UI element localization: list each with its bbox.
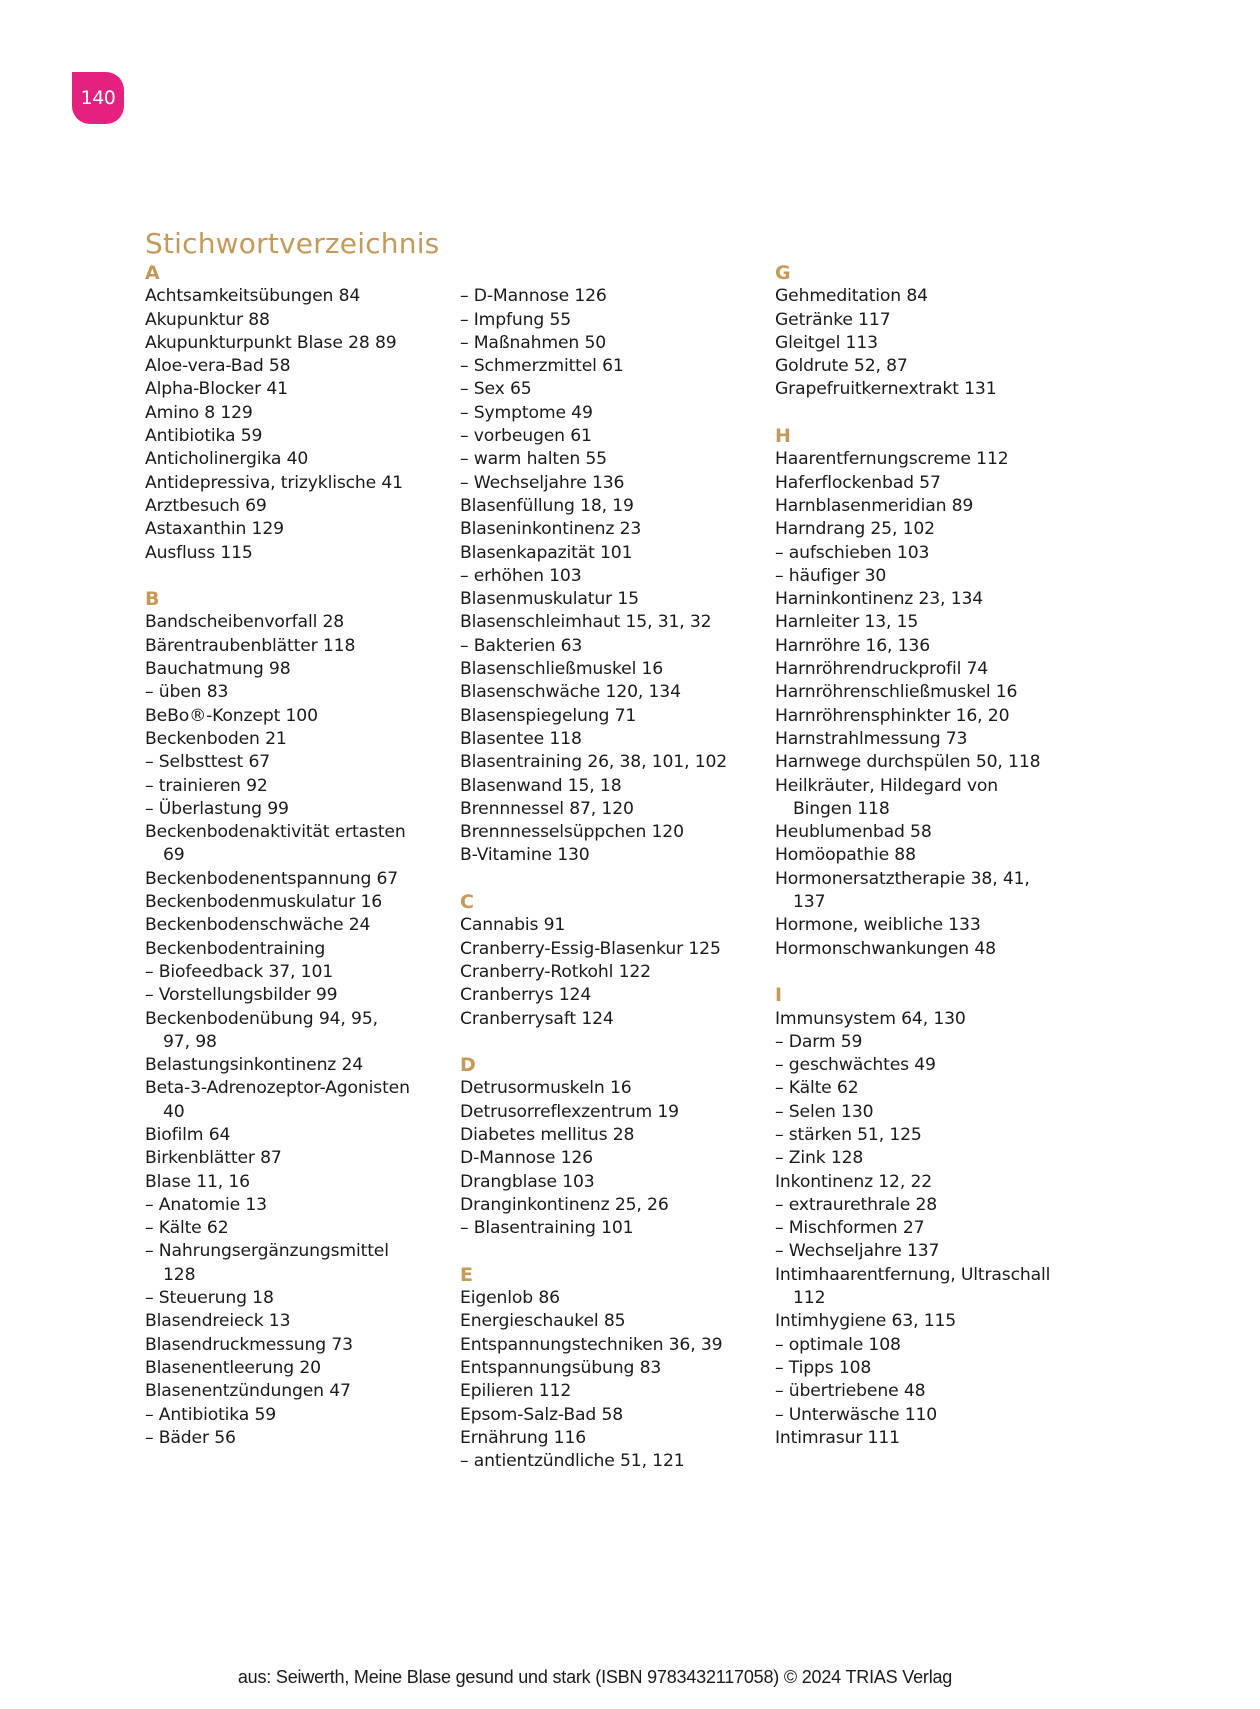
index-subentry: – Sex 65 bbox=[460, 379, 532, 400]
index-entry: Blasenentleerung 20 bbox=[145, 1357, 321, 1378]
index-entry: BeBo®-Konzept 100 bbox=[145, 705, 318, 726]
footer-copyright bbox=[0, 1667, 1260, 1688]
index-entry: Entspannungsübung 83 bbox=[460, 1357, 662, 1378]
index-entry: Blasenspiegelung 71 bbox=[460, 705, 637, 726]
index-entry: Harnstrahlmessung 73 bbox=[775, 728, 968, 749]
index-entry: Cranberrys 124 bbox=[460, 985, 592, 1006]
index-entry: Akupunkturpunkt Blase 28 89 bbox=[145, 332, 397, 353]
index-entry: Achtsamkeitsübungen 84 bbox=[145, 286, 361, 307]
column-spacer bbox=[460, 262, 760, 285]
page-number-badge bbox=[72, 72, 124, 124]
index-entry-continuation: 137 bbox=[793, 892, 826, 913]
index-entry: Hormone, weibliche 133 bbox=[775, 915, 981, 936]
index-entry: Haarentfernungscreme 112 bbox=[775, 449, 1009, 470]
index-subentry: – Kälte 62 bbox=[775, 1078, 859, 1099]
index-entry: Intimhygiene 63, 115 bbox=[775, 1311, 957, 1332]
section-letter: D bbox=[460, 1054, 476, 1077]
page-title: Stichwortverzeichnis bbox=[145, 226, 440, 260]
index-entry-continuation: 97, 98 bbox=[163, 1031, 217, 1052]
index-subentry: – übertriebene 48 bbox=[775, 1381, 926, 1402]
index-subentry: – häufiger 30 bbox=[775, 565, 887, 586]
index-entry: Blasenschließmuskel 16 bbox=[460, 659, 664, 680]
index-entry-continuation: 40 bbox=[163, 1101, 185, 1122]
index-subentry: – üben 83 bbox=[145, 682, 229, 703]
index-entry: Harnröhrendruckprofil 74 bbox=[775, 659, 989, 680]
index-entry: Drangblase 103 bbox=[460, 1171, 595, 1192]
index-subentry: – Wechseljahre 137 bbox=[775, 1241, 940, 1262]
index-entry: Cranberry-Essig-Blasenkur 125 bbox=[460, 938, 721, 959]
index-subentry: – Selen 130 bbox=[775, 1101, 874, 1122]
index-subentry: – warm halten 55 bbox=[460, 449, 607, 470]
index-entry: Hormonschwankungen 48 bbox=[775, 938, 996, 959]
index-entry: Bärentraubenblätter 118 bbox=[145, 635, 356, 656]
index-entry: Cannabis 91 bbox=[460, 915, 566, 936]
index-subentry: – optimale 108 bbox=[775, 1334, 901, 1355]
index-entry: Entspannungstechniken 36, 39 bbox=[460, 1334, 723, 1355]
index-subentry: – Maßnahmen 50 bbox=[460, 332, 607, 353]
index-entry: Blasentraining 26, 38, 101, 102 bbox=[460, 752, 728, 773]
index-subentry: – Vorstellungsbilder 99 bbox=[145, 985, 338, 1006]
index-entry: Amino 8 129 bbox=[145, 402, 253, 423]
index-entry: Intimhaarentfernung, Ultraschall bbox=[775, 1264, 1051, 1285]
index-entry: Harnblasenmeridian 89 bbox=[775, 495, 974, 516]
index-entry: Harnröhre 16, 136 bbox=[775, 635, 930, 656]
index-entry: Aloe-vera-Bad 58 bbox=[145, 356, 291, 377]
index-subentry: – Wechseljahre 136 bbox=[460, 472, 625, 493]
index-entry: Epsom-Salz-Bad 58 bbox=[460, 1404, 624, 1425]
index-entry: Harnwege durchspülen 50, 118 bbox=[775, 752, 1041, 773]
index-entry: Cranberry-Rotkohl 122 bbox=[460, 961, 651, 982]
section-letter: B bbox=[145, 588, 160, 611]
index-entry: Belastungsinkontinenz 24 bbox=[145, 1055, 364, 1076]
index-subentry: – Bäder 56 bbox=[145, 1427, 236, 1448]
index-entry: Blase 11, 16 bbox=[145, 1171, 250, 1192]
index-subentry: – Biofeedback 37, 101 bbox=[145, 961, 334, 982]
index-entry: Arztbesuch 69 bbox=[145, 495, 267, 516]
index-subentry: – vorbeugen 61 bbox=[460, 426, 592, 447]
index-entry: Bauchatmung 98 bbox=[145, 659, 291, 680]
index-subentry: – Anatomie 13 bbox=[145, 1194, 267, 1215]
index-entry: Blasentee 118 bbox=[460, 728, 582, 749]
index-entry: Beckenbodenentspannung 67 bbox=[145, 868, 399, 889]
index-entry: Brennnessel 87, 120 bbox=[460, 798, 634, 819]
index-entry: Beckenbodentraining bbox=[145, 938, 326, 959]
index-entry: Epilieren 112 bbox=[460, 1381, 572, 1402]
index-subentry: – Tipps 108 bbox=[775, 1357, 872, 1378]
index-subentry: – D-Mannose 126 bbox=[460, 286, 607, 307]
index-entry: Brennnesselsüppchen 120 bbox=[460, 822, 684, 843]
section-letter: I bbox=[775, 984, 782, 1007]
index-entry: Getränke 117 bbox=[775, 309, 891, 330]
index-entry: Beckenbodenschwäche 24 bbox=[145, 915, 371, 936]
index-subentry: – Überlastung 99 bbox=[145, 798, 289, 819]
index-entry: Blasenschwäche 120, 134 bbox=[460, 682, 681, 703]
index-subentry: – trainieren 92 bbox=[145, 775, 268, 796]
index-entry: Immunsystem 64, 130 bbox=[775, 1008, 966, 1029]
index-entry: Blasenfüllung 18, 19 bbox=[460, 495, 634, 516]
footer-text: aus: Seiwerth, Meine Blase gesund und stark (ISBN 9783432117058) © 2024 TRIAS Verlag bbox=[237, 1667, 953, 1687]
index-entry: Harnröhrensphinkter 16, 20 bbox=[775, 705, 1010, 726]
index-entry-continuation: 69 bbox=[163, 845, 185, 866]
index-entry: Eigenlob 86 bbox=[460, 1288, 560, 1309]
index-subentry: – antientzündliche 51, 121 bbox=[460, 1451, 685, 1472]
index-entry: Blasendruckmessung 73 bbox=[145, 1334, 353, 1355]
index-entry: Alpha-Blocker 41 bbox=[145, 379, 288, 400]
index-subentry: – Selbsttest 67 bbox=[145, 752, 271, 773]
index-entry: Inkontinenz 12, 22 bbox=[775, 1171, 933, 1192]
index-subentry: – Antibiotika 59 bbox=[145, 1404, 277, 1425]
section-letter: G bbox=[775, 262, 791, 284]
page-number: 140 bbox=[80, 87, 116, 109]
index-entry-continuation: 112 bbox=[793, 1288, 826, 1309]
index-entry: Biofilm 64 bbox=[145, 1124, 231, 1145]
index-subentry: – Blasentraining 101 bbox=[460, 1218, 634, 1239]
index-entry: Blasendreieck 13 bbox=[145, 1311, 291, 1332]
index-entry: Bandscheibenvorfall 28 bbox=[145, 612, 345, 633]
index-subentry: – Zink 128 bbox=[775, 1148, 864, 1169]
index-entry: Beckenbodenmuskulatur 16 bbox=[145, 892, 383, 913]
index-entry: Intimrasur 111 bbox=[775, 1427, 900, 1448]
index-entry: Beckenbodenaktivität ertasten bbox=[145, 822, 406, 843]
index-entry: Detrusormuskeln 16 bbox=[460, 1078, 632, 1099]
index-entry: Gehmeditation 84 bbox=[775, 286, 928, 307]
index-entry: Ernährung 116 bbox=[460, 1427, 587, 1448]
index-subentry: – Schmerzmittel 61 bbox=[460, 356, 624, 377]
index-subentry: – erhöhen 103 bbox=[460, 565, 582, 586]
index-entry: Detrusorreflexzentrum 19 bbox=[460, 1101, 679, 1122]
index-entry: Heublumenbad 58 bbox=[775, 822, 932, 843]
index-entry: D-Mannose 126 bbox=[460, 1148, 593, 1169]
index-entry: Harninkontinenz 23, 134 bbox=[775, 589, 984, 610]
index-subentry: – Kälte 62 bbox=[145, 1218, 229, 1239]
index-subentry: – Symptome 49 bbox=[460, 402, 593, 423]
index-entry: Ausfluss 115 bbox=[145, 542, 253, 563]
index-entry-continuation: Bingen 118 bbox=[793, 798, 890, 819]
index-entry: Harnleiter 13, 15 bbox=[775, 612, 919, 633]
index-entry: Astaxanthin 129 bbox=[145, 519, 284, 540]
index-entry: Antibiotika 59 bbox=[145, 426, 263, 447]
index-entry: Blasenmuskulatur 15 bbox=[460, 589, 639, 610]
index-entry: Blasenwand 15, 18 bbox=[460, 775, 622, 796]
index-entry: Energieschaukel 85 bbox=[460, 1311, 626, 1332]
index-entry: Hormonersatztherapie 38, 41, bbox=[775, 868, 1030, 889]
index-entry: Goldrute 52, 87 bbox=[775, 356, 908, 377]
index-entry: Harndrang 25, 102 bbox=[775, 519, 935, 540]
index-column-3 bbox=[775, 262, 1075, 1450]
index-entry: Beckenbodenübung 94, 95, bbox=[145, 1008, 378, 1029]
index-entry: Blasenkapazität 101 bbox=[460, 542, 633, 563]
index-entry: Beta-3-Adrenozeptor-Agonisten bbox=[145, 1078, 410, 1099]
index-subentry: – Bakterien 63 bbox=[460, 635, 583, 656]
index-subentry: – Mischformen 27 bbox=[775, 1218, 925, 1239]
index-entry: Grapefruitkernextrakt 131 bbox=[775, 379, 997, 400]
index-entry: Heilkräuter, Hildegard von bbox=[775, 775, 999, 796]
index-subentry: – extraurethrale 28 bbox=[775, 1194, 938, 1215]
index-entry: Blasenschleimhaut 15, 31, 32 bbox=[460, 612, 712, 633]
index-entry: Blasenentzündungen 47 bbox=[145, 1381, 351, 1402]
index-column-2 bbox=[460, 262, 760, 1473]
index-entry: Dranginkontinenz 25, 26 bbox=[460, 1194, 669, 1215]
index-entry: Anticholinergika 40 bbox=[145, 449, 309, 470]
index-entry: Antidepressiva, trizyklische 41 bbox=[145, 472, 403, 493]
index-entry: Cranberrysaft 124 bbox=[460, 1008, 614, 1029]
index-subentry: – Unterwäsche 110 bbox=[775, 1404, 938, 1425]
index-subentry: – stärken 51, 125 bbox=[775, 1124, 922, 1145]
section-letter: C bbox=[460, 891, 474, 914]
index-entry: Beckenboden 21 bbox=[145, 728, 287, 749]
index-entry: Blaseninkontinenz 23 bbox=[460, 519, 642, 540]
index-subentry: – aufschieben 103 bbox=[775, 542, 930, 563]
index-subentry: – Darm 59 bbox=[775, 1031, 863, 1052]
section-letter: H bbox=[775, 425, 791, 448]
index-subentry: – Nahrungsergänzungsmittel bbox=[145, 1241, 389, 1262]
index-entry: Akupunktur 88 bbox=[145, 309, 270, 330]
index-entry: Harnröhrenschließmuskel 16 bbox=[775, 682, 1018, 703]
section-letter: A bbox=[145, 262, 160, 284]
index-subentry: – Impfung 55 bbox=[460, 309, 572, 330]
index-subentry: – Steuerung 18 bbox=[145, 1288, 274, 1309]
index-entry: Haferflockenbad 57 bbox=[775, 472, 941, 493]
section-letter: E bbox=[460, 1263, 473, 1286]
index-subentry: – geschwächtes 49 bbox=[775, 1055, 936, 1076]
index-entry-continuation: 128 bbox=[163, 1264, 196, 1285]
index-column-1 bbox=[145, 262, 445, 1450]
index-entry: Birkenblätter 87 bbox=[145, 1148, 282, 1169]
index-entry: Homöopathie 88 bbox=[775, 845, 916, 866]
index-entry: Gleitgel 113 bbox=[775, 332, 878, 353]
index-entry: B-Vitamine 130 bbox=[460, 845, 590, 866]
index-entry: Diabetes mellitus 28 bbox=[460, 1124, 635, 1145]
